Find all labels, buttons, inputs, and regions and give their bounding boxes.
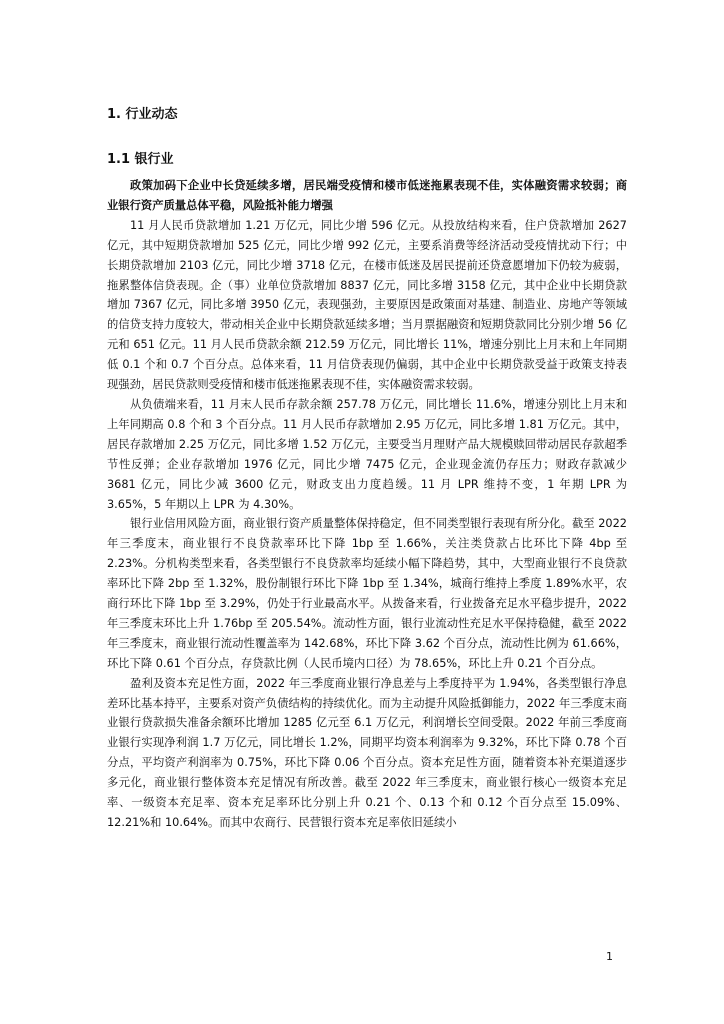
headline-paragraph: 政策加码下企业中长贷延续多增，居民端受疫情和楼市低迷拖累表现不佳，实体融资需求较弱；商业银行资产质量总体平稳，风险抵补能力增强 <box>107 179 627 212</box>
section-heading: 1. 行业动态 <box>107 107 178 122</box>
subsection-heading: 1.1 银行业 <box>107 152 174 167</box>
page-number: 1 <box>606 950 613 963</box>
profit-capital-paragraph: 盈利及资本充足性方面，2022 年三季度商业银行净息差与上季度持平为 1.94%，各类型银行净息差环比基本持平，主要系对资产负债结构的持续优化。而为主动提升风险抵御能力，2022 年三季度末商业银行贷款损失准备余额环比增加 1285 亿元至 6.1 万亿元，利润增长空间受限。2022 年前三季度商业银行实现净利润 1.7 万亿元，同比增长 1.2%，同期平均资本利润率为 9.32%，环比下降 0.78 个百分点，平均资产利润率为 0.75%，环比下降 0.06 个百分点。资本充足性方面，随着资本补充渠道逐步多元化，商业银行整体资本充足情况有所改善。截至 2022 年三季度末，商业银行核心一级资本充足率、一级资本充足率、资本充足率环比分别上升 0.21 个、0.13 个和 0.12 个百分点至 15.09%、12.21%和 10.64%。而其中农商行、民营银行资本充足率依旧延续小 <box>107 676 627 829</box>
deposits-paragraph: 从负债端来看，11 月末人民币存款余额 257.78 万亿元，同比增长 11.6%，增速分别比上月末和上年同期高 0.8 个和 3 个百分点。11 月人民币存款增加 2.95 万亿元，同比多增 1.81 万亿元。其中，居民存款增加 2.25 万亿元，同比多增 1.52 万亿元，主要受当月理财产品大规模赎回带动居民存款超季节性反弹；企业存款增加 1976 亿元，同比少增 7475 亿元，企业现金流仍存压力；财政存款减少 3681 亿元，同比少减 3600 亿元，财政支出力度趋缓。11 月 LPR 维持不变，1 年期 LPR 为 3.65%，5 年期以上 LPR 为 4.30%。 <box>107 397 627 511</box>
credit-risk-paragraph: 银行业信用风险方面，商业银行资产质量整体保持稳定，但不同类型银行表现有所分化。截至 2022 年三季度末，商业银行不良贷款率环比下降 1bp 至 1.66%，关注类贷款占比环比下降 4bp 至 2.23%。分机构类型来看，各类型银行不良贷款率均延续小幅下降趋势，其中，大型商业银行不良贷款率环比下降 2bp 至 1.32%，股份制银行环比下降 1bp 至 1.34%，城商行维持上季度 1.89%水平，农商行环比下降 1bp 至 3.29%，仍处于行业最高水平。从拨备来看，行业拨备充足水平稳步提升，2022 年三季度末环比上升 1.76bp 至 205.54%。流动性方面，银行业流动性充足水平保持稳健，截至 2022 年三季度末，商业银行流动性覆盖率为 142.68%，环比下降 3.62 个百分点，流动性比例为 61.66%，环比下降 0.61 个百分点，存贷款比例（人民币境内口径）为 78.65%，环比上升 0.21 个百分点。 <box>107 517 627 670</box>
document-body <box>107 176 627 833</box>
loans-paragraph: 11 月人民币贷款增加 1.21 万亿元，同比少增 596 亿元。从投放结构来看，住户贷款增加 2627 亿元，其中短期贷款增加 525 亿元，同比少增 992 亿元，主要系消费等经济活动受疫情扰动下行；中长期贷款增加 2103 亿元，同比少增 3718 亿元，在楼市低迷及居民提前还贷意愿增加下仍较为疲弱，拖累整体信贷表现。企（事）业单位贷款增加 8837 亿元，同比多增 3158 亿元，其中企业中长期贷款增加 7367 亿元，同比多增 3950 亿元，表现强劲，主要原因是政策面对基建、制造业、房地产等领域的信贷支持力度较大，带动相关企业中长期贷款延续多增；当月票据融资和短期贷款同比分别少增 56 亿元和 651 亿元。11 月人民币贷款余额 212.59 万亿元，同比增长 11%，增速分别比上月末和上年同期低 0.1 个和 0.7 个百分点。总体来看，11 月信贷表现仍偏弱，其中企业中长期贷款受益于政策支持表现强劲，居民贷款则受疫情和楼市低迷拖累表现不佳，实体融资需求较弱。 <box>107 218 627 392</box>
